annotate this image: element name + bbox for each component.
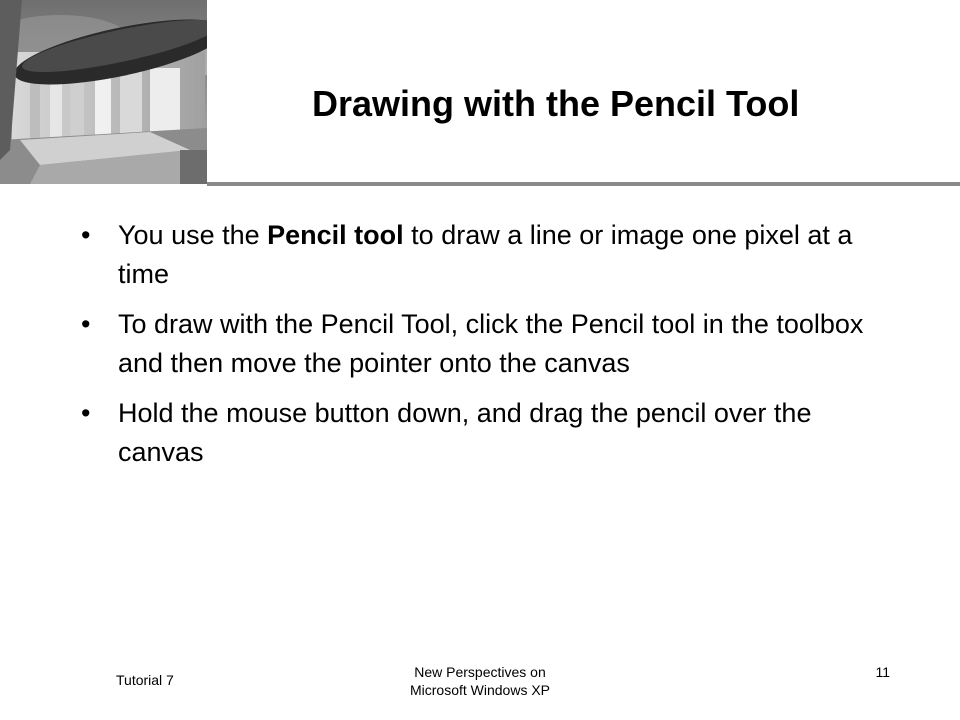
slide-title: Drawing with the Pencil Tool	[312, 83, 800, 124]
footer-course-title	[380, 663, 580, 699]
footer-tutorial-label: Tutorial 7	[116, 672, 174, 688]
bullet-dot: •	[81, 220, 91, 250]
slide-number: 11	[875, 664, 890, 680]
title-divider	[207, 182, 960, 186]
bullet-text: Hold the mouse button down, and drag the pencil over the canvas	[118, 398, 812, 467]
header-building-photo	[0, 0, 207, 184]
footer-course-line-2: Microsoft Windows XP	[409, 682, 551, 698]
bullet-text: You use the	[118, 220, 268, 250]
bullet-item	[81, 216, 881, 294]
bullet-item	[81, 305, 881, 383]
bullet-dot: •	[81, 398, 91, 428]
bullet-item	[81, 394, 881, 472]
footer-course-line-1: New Perspectives on	[414, 664, 546, 680]
bullet-list	[81, 216, 881, 483]
bullet-dot: •	[81, 309, 91, 339]
bullet-bold-text: Pencil tool	[267, 220, 404, 250]
bullet-text: To draw with the Pencil Tool, click the Pencil tool in the toolbox and then move the pointer onto the canvas	[118, 309, 864, 378]
bullet-text: to draw a line or image one pixel at a time	[118, 220, 853, 289]
